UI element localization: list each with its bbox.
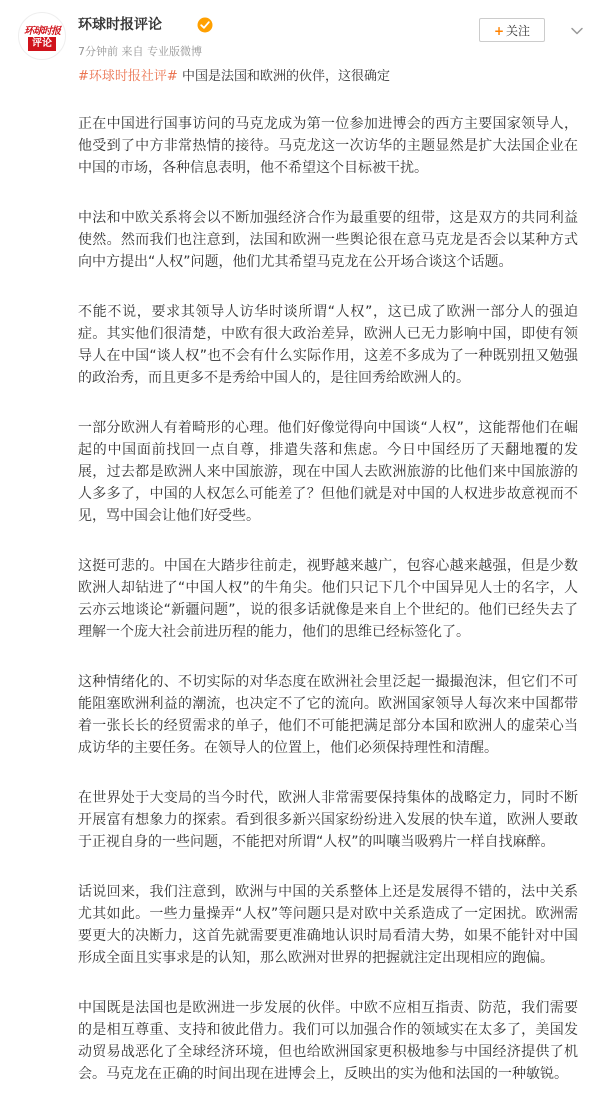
paragraph: 这种情绪化的、不切实际的对华态度在欧洲社会里泛起一撮撮泡沫，但它们不可能阻塞欧洲利益的潮流，也决定不了它的流向。欧洲国家领导人每次来中国都带着一张长长的经贸需求的单子，他们不可能把满足部分本国和欧洲人的虚荣心当成访华的主要任务。在领导人的位置上，他们必须保持理性和清醒。	[78, 674, 578, 756]
avatar[interactable]	[18, 12, 66, 60]
paragraph: 正在中国进行国事访问的马克龙成为第一位参加进博会的西方主要国家领导人，他受到了中方非常热情的接待。马克龙这一次访华的主题显然是扩大法国企业在中国的市场，各种信息表明，他不希望这个目标被干扰。	[78, 116, 578, 176]
post-header	[0, 0, 600, 70]
post-body	[78, 113, 578, 1113]
follow-label: 关注	[506, 24, 531, 38]
follow-button[interactable]	[479, 18, 545, 42]
chevron-down-icon[interactable]	[570, 24, 584, 38]
paragraph: 不能不说，要求其领导人访华时谈所谓“人权”，这已成了欧洲一部分人的强迫症。其实他们很清楚，中欧有很大政治差异，欧洲人已无力影响中国，即使有领导人在中国“谈人权”也不会有什么实际作用，这差不多成为了一种既别扭又勉强的政治秀，而且更多不是秀给中国人的，是往回秀给欧洲人的。	[78, 304, 578, 386]
avatar-logo-text: 环球时报	[24, 26, 60, 37]
hashtag-link[interactable]: #环球时报社评#	[78, 69, 178, 84]
paragraph: 中国既是法国也是欧洲进一步发展的伙伴。中欧不应相互指责、防范，我们需要的是相互尊重、支持和彼此借力。我们可以加强合作的领域实在太多了，美国发动贸易战恶化了全球经济环境，但也给欧洲国家更积极地参与中国经济提供了机会。马克龙在正确的时间出现在进博会上，反映出的实为他和法国的一种敏锐。	[78, 1000, 578, 1082]
plus-icon: +	[493, 24, 505, 38]
paragraph: 话说回来，我们注意到，欧洲与中国的关系整体上还是发展得不错的，法中关系尤其如此。一些力量操弄“人权”等问题只是对欧中关系造成了一定困扰。欧洲需要更大的决断力，这首先就需要更准确地认识时局看清大势，如果不能针对中国形成全面且实事求是的认知，那么欧洲对世界的把握就注定出现相应的跑偏。	[78, 884, 578, 966]
paragraph: 中法和中欧关系将会以不断加强经济合作为最重要的纽带，这是双方的共同利益使然。然而我们也注意到，法国和欧洲一些舆论很在意马克龙是否会以某种方式向中方提出“人权”问题，他们尤其希望马克龙在公开场合谈这个话题。	[78, 210, 578, 270]
post-meta: 7分钟前 来自 专业版微博	[78, 45, 202, 58]
post-headline	[78, 68, 390, 86]
paragraph: 这挺可悲的。中国在大踏步往前走，视野越来越广，包容心越来越强，但是少数欧洲人却钻进了“中国人权”的牛角尖。他们只记下几个中国异见人士的名字，人云亦云地谈论“新疆问题”，说的很多话就像是来自上个世纪的。他们已经失去了理解一个庞大社会前进历程的能力，他们的思维已经标签化了。	[78, 558, 578, 640]
paragraph: 在世界处于大变局的当今时代，欧洲人非常需要保持集体的战略定力，同时不断开展富有想象力的探索。看到很多新兴国家纷纷进入发展的快车道，欧洲人要敢于正视自身的一些问题，不能把对所谓“人权”的叫嚷当吸鸦片一样自找麻醉。	[78, 790, 578, 850]
account-name[interactable]: 环球时报评论	[78, 17, 162, 33]
verified-badge-icon	[197, 17, 213, 33]
paragraph: 一部分欧洲人有着畸形的心理。他们好像觉得向中国谈“人权”，这能帮他们在崛起的中国面前找回一点自尊，排遣失落和焦虑。今日中国经历了天翻地覆的发展，过去都是欧洲人来中国旅游，现在中国人去欧洲旅游的比他们来中国旅游的人多多了，中国的人权怎么可能差了？但他们就是对中国的人权进步故意视而不见，骂中国会让他们好受些。	[78, 420, 578, 524]
avatar-logo-badge: 评论	[28, 37, 56, 51]
post-title: 中国是法国和欧洲的伙伴，这很确定	[181, 69, 390, 84]
